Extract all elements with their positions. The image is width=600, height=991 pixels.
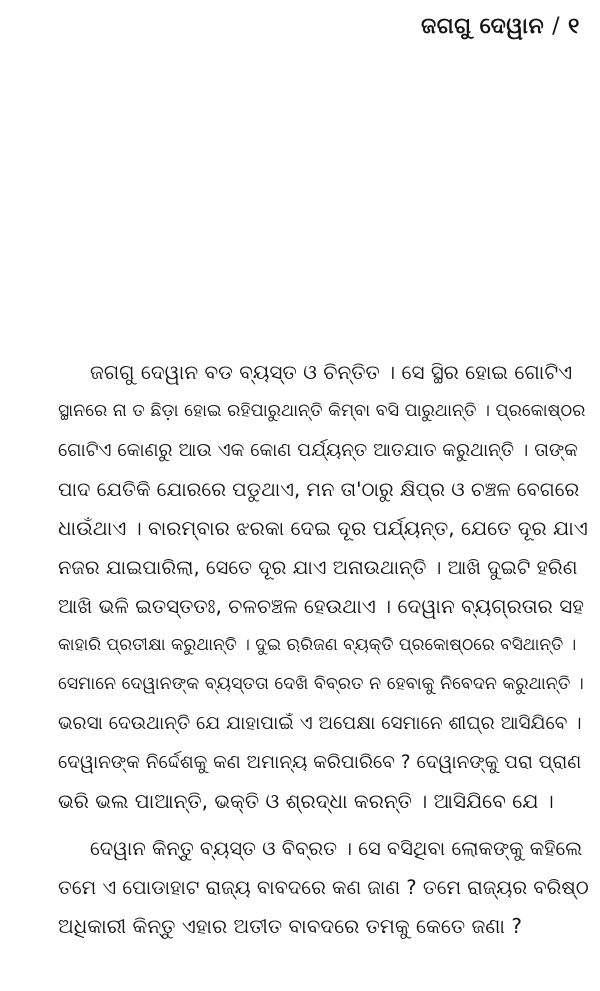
- text-line: ଅଧିକାରୀ କିନ୍ତୁ ଏହାର ଅତୀତ ବାବଦରେ ତମକୁ କେତେ ଜଣା ?: [58, 914, 522, 938]
- text-line: ଜଗଗୁ ଦେୱାନ ବଡ ବ୍ୟସ୍ତ ଓ ଚିନ୍ତିତ । ସେ ସ୍ଥିର ହୋଇ ଗୋଟିଏ: [90, 360, 573, 384]
- running-header: [421, 14, 580, 39]
- paragraph-1: [58, 353, 588, 821]
- text-line: କାହାରି ପ୍ରତୀକ୍ଷା କରୁଥାନ୍ତି । ଦୁଇ ଋରିଜଣ ବ୍ୟକ୍ତି ପ୍ରକୋଷ୍ଠରେ ବସିଥାନ୍ତି ।: [58, 635, 577, 655]
- text-line: ଭରସା ଦେଉଥାନ୍ତି ଯେ ଯାହାପାଇଁ ଏ ଅପେକ୍ଷା ସେମାନେ ଶୀଘ୍ର ଆସିଯିବେ ।: [58, 713, 582, 734]
- body-text: [58, 353, 588, 946]
- text-line: ସ୍ଥାନରେ ନା ତ ଛିଡ଼ା ହୋଇ ରହିପାରୁଥାନ୍ତି କିମ୍ବା ବସି ପାରୁଥାନ୍ତି । ପ୍ରକୋଷ୍ଠର: [58, 401, 586, 421]
- paragraph-2: [58, 829, 588, 946]
- header-separator: /: [552, 14, 561, 39]
- text-line: ତମେ ଏ ପୋଡାହାଟ ରାଜ୍ୟ ବାବଦରେ କଣ ଜାଣ ? ତମେ ରାଜ୍ୟର ବରିଷ୍ଠ: [58, 876, 589, 899]
- text-line: ଧାଉଁଥାଏ । ବାରମ୍ବାର ଝରକା ଦେଇ ଦୂର ପର୍ଯ୍ୟନ୍ତ, ଯେତେ ଦୂର ଯାଏ: [58, 516, 588, 540]
- text-line: ଗୋଟିଏ କୋଣରୁ ଆଉ ଏକ କୋଣ ପର୍ଯ୍ୟନ୍ତ ଆତଯାତ କରୁଥାନ୍ତି । ତାଙ୍କ: [58, 440, 578, 461]
- header-title: ଜଗଗୁ ଦେୱାନ: [421, 14, 545, 39]
- page-number: ୧: [568, 14, 580, 39]
- text-line: ପାଦ ଯେତିକି ଯୋରରେ ପଡୁଥାଏ, ମନ ତା'ଠାରୁ କ୍ଷିପ୍ର ଓ ଚଞ୍ଚଳ ବେଗରେ: [58, 478, 580, 501]
- text-line: ଭରି ଭଲ ପାଆନ୍ତି, ଭକ୍ତି ଓ ଶ୍ରଦ୍ଧା କରନ୍ତି । ଆସିଯିବେ ଯେ ।: [58, 789, 554, 813]
- text-line: ନଜର ଯାଇପାରିଲା, ସେତେ ଦୂର ଯାଏ ଅନାଉଥାନ୍ତି । ଆଖି ଦୁଇଟି ହରିଣ: [58, 556, 578, 579]
- text-line: ଦେୱାନ କିନ୍ତୁ ବ୍ୟସ୍ତ ଓ ବିବ୍ରତ । ସେ ବସିଥିବା ଲୋକଙ୍କୁ କହିଲେ: [90, 837, 583, 860]
- text-line: ଆଖି ଭଳି ଇତସ୍ତତଃ, ଚଳଚଞ୍ଚଳ ହେଉଥାଏ । ଦେୱାନ ବ୍ୟଗ୍ରତାର ସହ: [58, 594, 584, 618]
- text-line: ଦେୱାନଙ୍କ ନିର୍ଦ୍ଦେଶକୁ କଣ ଅମାନ୍ୟ କରିପାରିବେ ? ଦେୱାନଙ୍କୁ ପରା ପ୍ରାଣ: [58, 752, 582, 773]
- text-line: ସେମାନେ ଦେୱାନଙ୍କ ବ୍ୟସ୍ତତା ଦେଖି ବିବ୍ରତ ନ ହେବାକୁ ନିବେଦନ କରୁଥାନ୍ତି ।: [58, 674, 584, 694]
